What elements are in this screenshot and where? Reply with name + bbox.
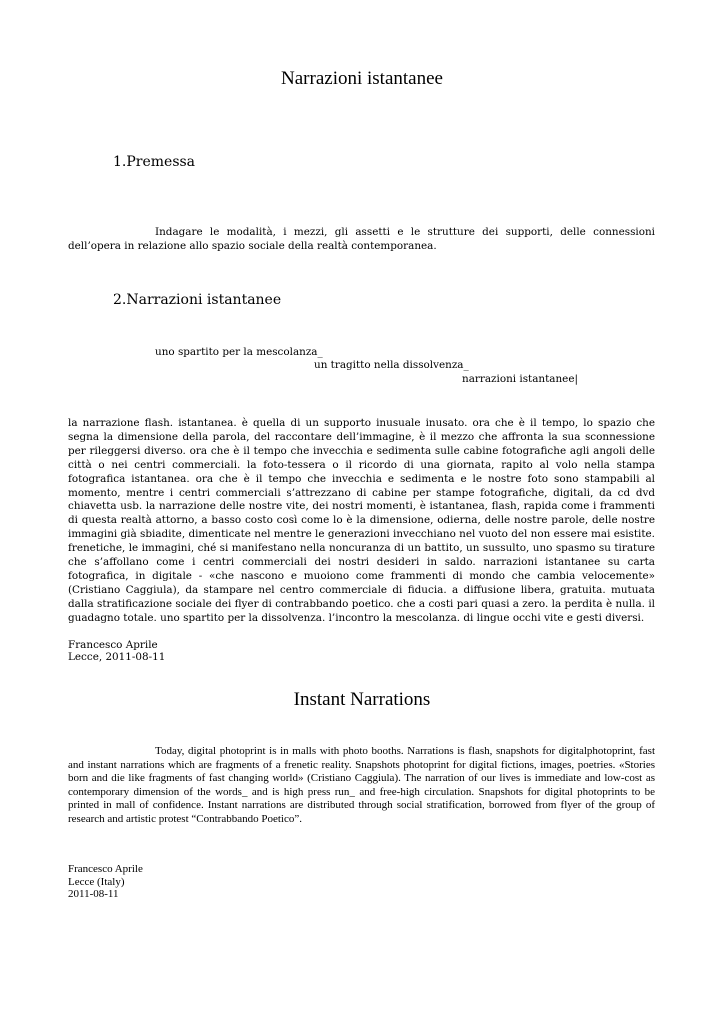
verse-line-1: uno spartito per la mescolanza_ (155, 346, 323, 358)
signature-author: Francesco Aprile (68, 639, 158, 651)
signature-place: Lecce (Italy) (68, 875, 125, 888)
premessa-paragraph: Indagare le modalità, i mezzi, gli assetti e le strutture dei supporti, delle connessioni dell’opera in relazione allo spazio sociale della realtà contemporanea. (68, 226, 655, 252)
english-title: Instant Narrations (293, 689, 431, 710)
verse-line-3: narrazioni istantanee| (462, 373, 578, 385)
signature-author: Francesco Aprile (68, 863, 143, 875)
section-heading-premessa: 1.Premessa (113, 154, 196, 170)
signature-date: 2011-08-11 (68, 888, 119, 900)
section-heading-narrazioni: 2.Narrazioni istantanee (113, 292, 282, 308)
page-title: Narrazioni istantanee (281, 68, 443, 89)
narrazioni-body-paragraph: la narrazione flash. istantanea. è quella di un supporto inusuale inusato. ora che è il tempo, lo spazio che segna la dimensione della parola, del raccontare dell’immagine, è il mezzo che affronta la sua sconnessione per rileggersi diverso. ora che è il tempo che invecchia e sedimenta sulle cabine fotografiche agli angoli delle città o nei centri commerciali. la foto-tessera o il ricordo di una giornata, rapito al volo nella stampa fotografica istantanea. ora che è il tempo che invecchia e sedimenta e le nostre foto sono stampabili al momento, mentre i centri commerciali s’attrezzano di cabine per stampe fotografiche, digitali, da cd dvd chiavetta usb. la narrazione delle nostre vite, dei nostri momenti, è istantanea, flash, rapida come i frammenti di questa realtà attorno, a basso costo così come lo è la dimensione, odierna, delle nostre parole, delle nostre immagini già sbiadite, dimenticate nel mentre le generazioni invecchiano nel vuoto del non essere mai esistite. frenetiche, le immagini, ché si manifestano nella noncuranza di un battito, un sussulto, uno spasmo su tirature che s’affollano come i centri commerciali dei nostri desideri in saldo. narrazioni istantanee su carta fotografica, in digitale - «che nascono e muoiono come frammenti di mondo che cambia velocemente» (Cristiano Caggiula), da stampare nel centro commerciale di fiducia. a diffusione libera, gratuita. mutuata dalla stratificazione sociale dei flyer di contrabbando poetico. che a costi pari quasi a zero. la perdita è nulla. il guadagno totale. uno spartito per la dissolvenza. l’incontro la mescolanza. di lingue occhi vite e gesti diversi. (68, 417, 655, 624)
signature-place-date: Lecce, 2011-08-11 (68, 651, 166, 663)
verse-line-2: un tragitto nella dissolvenza_ (314, 359, 469, 371)
signature-italian (68, 639, 165, 663)
signature-english (68, 863, 143, 901)
english-paragraph: Today, digital photoprint is in malls with photo booths. Narrations is flash, snapshots for digitalphotoprint, fast and instant narrations which are fragments of a frenetic reality. Snapshots photoprint for digital fictions, images, poetries. «Stories born and die like fragments of fast changing world» (Cristiano Caggiula). The narration of our lives is immediate and low-cost as contemporary dimension of the words_ and is high press run_ and free-high circulation. Snapshots for digital photoprints to be printed in mall of confidence. Instant narrations are distributed through social stratification, borrowed from flyer of the group of research and artistic protest “Contrabbando Poetico”. (68, 745, 655, 825)
